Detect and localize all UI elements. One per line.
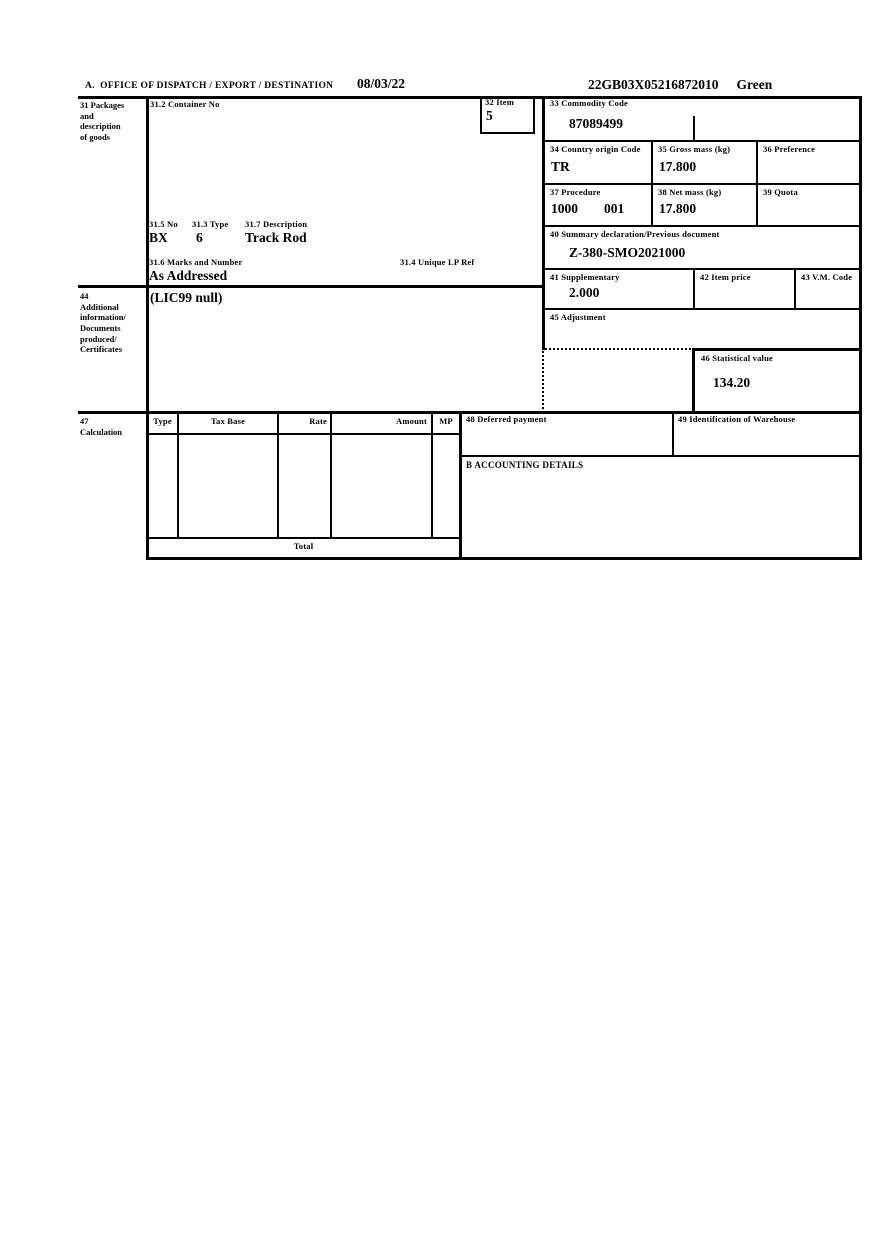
box38-value: 17.800 <box>659 201 697 216</box>
box39-quota <box>758 185 859 225</box>
box37-label: 37 Procedure <box>550 187 601 197</box>
box43-label: 43 V.M. Code <box>801 272 853 282</box>
box37-value-sub: 001 <box>604 201 625 216</box>
dotted-continuation-area <box>542 348 694 413</box>
box42-label: 42 Item price <box>700 272 751 282</box>
box31-label-line: description <box>80 121 121 132</box>
box46-label: 46 Statistical value <box>701 353 773 363</box>
box31-label-line: 31 Packages <box>80 100 125 110</box>
box33-value: 87089499 <box>569 116 623 131</box>
box47-label <box>80 416 144 437</box>
box46-value: 134.20 <box>713 375 751 390</box>
box34-country-origin <box>545 142 653 183</box>
box44-label-line: Documents <box>80 322 121 333</box>
calc-header-amount: Amount <box>396 416 427 426</box>
box40-value: Z-380-SMO2021000 <box>569 245 686 260</box>
box38-net-mass <box>653 185 758 225</box>
bottom-right-border <box>859 411 862 560</box>
box33-commodity-code <box>545 96 859 142</box>
box42-item-price <box>695 270 796 308</box>
row-37-38-39 <box>545 185 859 227</box>
row-41-42-43 <box>545 270 859 310</box>
box31-6-label: 31.6 Marks and Number <box>149 257 243 267</box>
calc-header-type: Type <box>153 416 172 426</box>
box31-7-label: 31.7 Description <box>245 219 308 229</box>
box47-label-line: Calculation <box>80 426 123 437</box>
box35-label: 35 Gross mass (kg) <box>658 144 731 154</box>
box45-label: 45 Adjustment <box>550 312 606 322</box>
box33-label: 33 Commodity Code <box>550 98 629 108</box>
right-column <box>542 96 862 350</box>
box31-5-label: 31.5 No <box>149 219 178 229</box>
box49-label: 49 Identification of Warehouse <box>678 414 796 424</box>
box46-statistical-value <box>692 348 862 413</box>
calc-header-underline <box>146 433 462 435</box>
box32-label: 32 Item <box>485 97 515 107</box>
box31-label-line: and <box>80 110 94 121</box>
box35-value: 17.800 <box>659 159 697 174</box>
box31-6-value: As Addressed <box>149 268 228 283</box>
box45-adjustment <box>545 310 859 350</box>
row-34-35-36 <box>545 142 859 185</box>
box48-label: 48 Deferred payment <box>466 414 547 424</box>
box44-label-line: Additional <box>80 301 119 312</box>
box36-label: 36 Preference <box>763 144 816 154</box>
entry-reference-line <box>588 77 772 93</box>
accounting-top-border <box>459 455 862 457</box>
box31-label <box>80 100 144 143</box>
box41-value: 2.000 <box>569 285 600 300</box>
box44-label-line: information/ <box>80 312 126 323</box>
box31-2-label: 31.2 Container No <box>150 99 220 109</box>
box40-previous-document <box>545 227 859 270</box>
calc-col-divider-type <box>177 411 179 539</box>
box41-supplementary <box>545 270 695 308</box>
box48-box49-divider <box>672 411 674 457</box>
accounting-details-heading: B ACCOUNTING DETAILS <box>466 460 584 470</box>
box31-3-label: 31.3 Type <box>192 219 229 229</box>
box37-values <box>551 202 624 216</box>
entry-number: 22GB03X05216872010 <box>588 77 719 92</box>
box44-label-line: 44 <box>80 291 89 301</box>
box44-label-line: produced/ <box>80 333 117 344</box>
box41-label: 41 Supplementary <box>550 272 620 282</box>
box36-preference <box>758 142 859 183</box>
box47-label-line: 47 <box>80 416 89 426</box>
box31-4-label: 31.4 Unique LP Ref <box>400 257 475 267</box>
form-bottom-border <box>146 557 862 560</box>
box44-value: (LIC99 null) <box>150 290 223 305</box>
box44-label-line: Certificates <box>80 344 123 355</box>
calc-header-rate: Rate <box>309 416 327 426</box>
calc-col-divider-rate <box>330 411 332 539</box>
box37-procedure <box>545 185 653 225</box>
box38-label: 38 Net mass (kg) <box>658 187 722 197</box>
box31-5-value: BX <box>149 230 168 245</box>
office-of-dispatch-heading: A. OFFICE OF DISPATCH / EXPORT / DESTINATION <box>85 81 334 91</box>
acceptance-date: 08/03/22 <box>357 76 406 91</box>
box31-label-line: of goods <box>80 131 110 142</box>
box32-item <box>480 96 535 134</box>
box34-label: 34 Country origin Code <box>550 144 641 154</box>
box39-label: 39 Quota <box>763 187 798 197</box>
box32-value: 5 <box>486 108 493 123</box>
commodity-code-subfield-divider <box>693 116 695 140</box>
box31-7-value: Track Rod <box>245 230 307 245</box>
calc-header-tax-base: Tax Base <box>210 416 246 426</box>
box35-gross-mass <box>653 142 758 183</box>
calc-body-bottom-line <box>146 537 462 539</box>
box31-box44-divider <box>78 285 545 288</box>
calc-header-mp: MP <box>439 416 453 426</box>
box44-label <box>80 291 144 355</box>
calc-col-divider-amount <box>431 411 433 539</box>
calc-col-divider-taxbase <box>277 411 279 539</box>
box37-value-main: 1000 <box>551 201 578 216</box>
box43-vm-code <box>796 270 859 308</box>
box40-label: 40 Summary declaration/Previous document <box>550 229 720 239</box>
box34-value: TR <box>551 159 570 174</box>
left-column-divider <box>146 96 149 560</box>
box31-3-value: 6 <box>196 230 203 245</box>
routing-indicator: Green <box>736 77 773 92</box>
calc-total-label: Total <box>293 541 314 551</box>
